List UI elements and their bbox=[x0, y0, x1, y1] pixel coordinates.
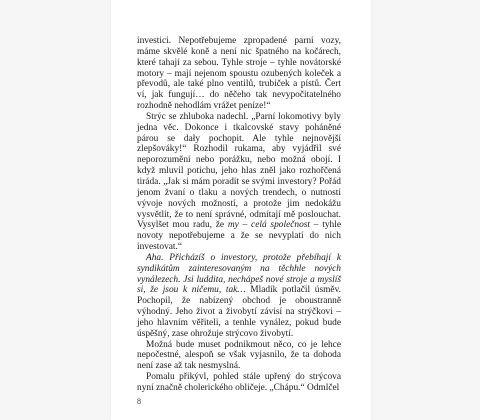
text-run: Možná bude muset podnikmout něco, co je lehce nepočestné, alespoň se však vyjasnilo, že ta dohoda není zase až tak nesmyslná. bbox=[137, 339, 341, 372]
page-text bbox=[137, 36, 341, 394]
text-run: – tyhle novoty nepotřebujeme a že se nevyplatí do nich investovat.“ bbox=[137, 220, 342, 253]
paragraph bbox=[137, 36, 341, 112]
text-run: Pomalu přikývl, pohled stále upřený do strýcova nyní značně cholerického obličeje. „Chápu.“ Odmlčel bbox=[137, 372, 341, 393]
book-page bbox=[111, 0, 371, 420]
paragraph bbox=[137, 112, 341, 253]
text-run: Strýc se zhluboka nadechl. „Parní lokomotivy byly jedna věc. Dokonce i tkalcovské stavy poháněné párou se dały pochopit. Ale tyhle nejnovější zlepšováky!“ Rozhodil rukama, aby vyjádřil své neporozumění nebo porážku, nebo možná obojí. I když mluvil potichu, jeho hlas zněl jako rozhořčená tiráda. „Jak si mám poradit se svými investory? Pořád jenom žvaní o tlaku a nových trendech, o nutnosti vývoje nových možností, a protože jim nedokážu vysvětlit, že to není správné, odmítají mě poslouchat. Vysylšet mou radu, že bbox=[137, 111, 341, 231]
italic-run: Aha. Přicházíš o investory, protože přebíhají k syndikátům zainteresovaným na těchhle nových vynálezech. Jsi luddita, nechápeš nové stroje a myslíš si, že jsou k ničemu, tak… bbox=[137, 252, 341, 296]
text-run: investici. Nepotřebujeme zpropadené parní vozy, máme skvělé koně a není nic špatného na kočárech, které tahají za sebou. Tyhle stroje – tyhle novátorské motory – mají nejenom spoustu ozubených koleček a převodů, ale také plno ventilů, trubiček a pístů. Čert ví, jak fungují… do něčeho tak nevypočitatelného rozhodně nehodlám vrážet peníze!“ bbox=[137, 36, 341, 112]
italic-run: my – celá společnost bbox=[227, 220, 311, 231]
paragraph bbox=[137, 340, 341, 373]
paragraph bbox=[137, 372, 341, 394]
paragraph bbox=[137, 253, 341, 340]
text-run: Mladík potlačil úsměv. Pochopil, že nabízený obchod je oboustranně výhodný. Jeho život a živobytí závisí na strýčkovi – jeho hlavním věřiteli, a tenhle vynález, pokud bude úspěšný, zase ohrožuje strýcovo živobytí. bbox=[137, 285, 341, 339]
page-number: 8 bbox=[137, 397, 141, 406]
